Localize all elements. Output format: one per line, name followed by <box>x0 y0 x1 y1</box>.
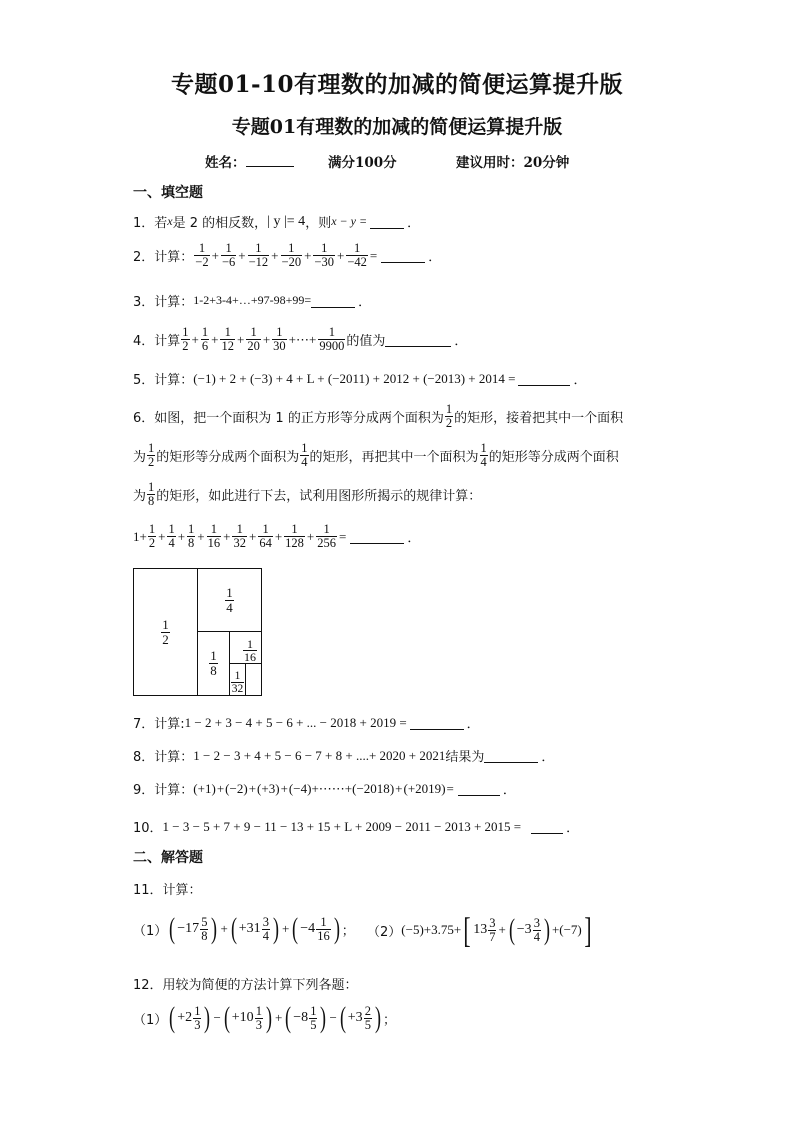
period: ． <box>502 783 516 798</box>
fraction: $\frac{1}{8}$ <box>148 480 155 508</box>
question-11-part-2: （2） (−5)+3.75+ [ 13 $\frac{3}{7}$ + ( −3 $\frac{3}{4}$ ) +(−7) ] <box>367 910 592 950</box>
q-number: 8． <box>133 750 155 765</box>
period: ． <box>573 373 587 388</box>
document-subtitle: 专题01有理数的加减的简便运算提升版 <box>231 116 563 138</box>
plus: + <box>271 247 279 263</box>
answer-blank[interactable] <box>385 332 451 347</box>
q-text: 的矩形，如此进行下去，试利用图形所揭示的规律计算： <box>156 489 482 504</box>
question-2 <box>133 242 441 269</box>
fraction: $\frac{1}{12}$ <box>221 325 234 353</box>
q-label: 计算： <box>154 783 194 798</box>
q-number: 7． <box>133 717 155 732</box>
q-label: 计算： <box>154 750 194 765</box>
fraction: $\frac{1}{20}$ <box>247 325 260 353</box>
fraction: $\frac{1}{8}$ <box>188 522 195 550</box>
q-number: 12． <box>133 978 163 993</box>
ellipsis: +⋯+ <box>288 331 317 347</box>
equals: = <box>339 528 347 544</box>
q-text: 的值为 <box>346 334 386 349</box>
score-label: 满分100分 <box>328 155 397 171</box>
name-field <box>205 151 294 171</box>
q-label: 用较为简便的方法计算下列各题： <box>162 978 358 993</box>
plus: + <box>223 528 231 544</box>
fraction: $\frac{1}{2}$ <box>148 441 155 469</box>
answer-blank[interactable] <box>484 748 538 763</box>
question-6-line-1 <box>133 403 623 430</box>
plus: + <box>238 247 246 263</box>
question-10 <box>133 817 579 836</box>
plus: + <box>177 528 186 544</box>
fraction: $\frac{1}{2}$ <box>148 522 156 550</box>
q-number: 1． <box>133 216 155 231</box>
answer-blank[interactable] <box>350 529 404 544</box>
question-11 <box>133 879 202 898</box>
period: ． <box>428 250 442 265</box>
sum-lead: 1+ <box>133 528 147 544</box>
q-text: 是 2 的相反数， <box>172 216 268 231</box>
answer-blank[interactable] <box>531 819 563 834</box>
q-number: 3． <box>133 295 155 310</box>
plus: + <box>262 331 271 347</box>
plus: + <box>191 331 199 347</box>
fraction: $\frac{1}{128}$ <box>285 522 304 550</box>
fraction: $\frac{1}{32}$ <box>233 522 246 550</box>
name-blank[interactable] <box>246 154 294 167</box>
question-6-line-3 <box>133 481 481 508</box>
q-text: 的矩形，接着把其中一个面积 <box>454 411 624 426</box>
plus: + <box>248 528 257 544</box>
abs-expr: | y |= 4 <box>267 213 306 229</box>
plus: + <box>211 331 219 347</box>
q-text: 如图，把一个面积为 1 的正方形等分成两个面积为 <box>154 411 444 426</box>
q-text: 为 <box>133 450 147 465</box>
question-12-part-1: （1） ( +2 $\frac{1}{3}$ ) − ( +10 $\frac{1}{3}$ ) + ( −8 $\frac{1}{5}$ ) − ( +3 $\frac{2}{5}$ ) ； <box>133 1001 396 1034</box>
plus: + <box>211 247 219 263</box>
math-expr: 1-2+3-4+…+97-98+99= <box>193 293 312 307</box>
math-expr: (−1) + 2 + (−3) + 4 + L + (−2011) + 2012 + (−2013) + 2014 = <box>193 370 516 386</box>
math-expr: (+1)+(−2)+(+3)+(−4)+⋯⋯+(−2018)+(+2019)= <box>193 780 454 796</box>
plus: + <box>158 528 166 544</box>
plus: + <box>236 331 245 347</box>
plus: + <box>274 528 283 544</box>
question-6-sum <box>133 523 420 550</box>
q-number: 2． <box>133 250 155 265</box>
question-1 <box>133 212 420 231</box>
var-x: x <box>167 214 173 228</box>
question-9 <box>133 779 516 798</box>
q-number: 6． <box>133 411 155 426</box>
answer-blank[interactable] <box>518 371 570 386</box>
section-solve: 二、解答题 <box>133 850 203 866</box>
plus: + <box>197 528 205 544</box>
fraction: $\frac{1}{4}$ <box>168 522 175 550</box>
square-partition-figure <box>133 568 262 696</box>
q-label: 计算： <box>154 373 194 388</box>
question-3 <box>133 291 371 310</box>
q-text: ，则 <box>305 216 332 231</box>
math-expr: x − y = <box>331 214 368 228</box>
q-number: 9． <box>133 783 155 798</box>
fraction: $\frac{1}{2}$ <box>445 402 453 430</box>
question-5 <box>133 369 586 388</box>
period: ． <box>407 531 421 546</box>
cell-thirty-second: $\frac{1}{32}$ <box>229 663 246 696</box>
cell-eighth: $\frac{1}{8}$ <box>197 631 230 696</box>
fraction: $\frac{1}{2}$ <box>182 325 189 353</box>
period: ． <box>358 295 372 310</box>
q-number: 11． <box>133 883 163 898</box>
fraction: $\frac{1}{9900}$ <box>319 325 345 353</box>
q-text: 的矩形，再把其中一个面积为 <box>309 450 479 465</box>
fraction: $\frac{1}{30}$ <box>273 325 286 353</box>
cell-half: $\frac{1}{2}$ <box>133 568 198 696</box>
question-7 <box>133 713 480 732</box>
math-expr: 1 − 2 − 3 + 4 + 5 − 6 − 7 + 8 + ....+ 2020 + 2021 <box>193 747 446 763</box>
math-expr: 1 − 3 − 5 + 7 + 9 − 11 − 13 + 15 + L + 2009 − 2011 − 2013 + 2015 = <box>162 818 522 834</box>
q-label: 计算 <box>154 334 181 349</box>
fraction: $\frac{1}{-2}$ <box>195 241 209 269</box>
period: ． <box>566 821 580 836</box>
q-label: 计算: <box>154 717 185 732</box>
fraction: $\frac{1}{256}$ <box>317 522 336 550</box>
cell-quarter: $\frac{1}{4}$ <box>197 568 262 632</box>
q-text: 的矩形等分成两个面积 <box>488 450 619 465</box>
document-title: 专题01-10有理数的加减的简便运算提升版 <box>170 71 624 98</box>
question-4 <box>133 326 467 353</box>
q-label: 计算： <box>154 295 194 310</box>
fraction: $\frac{1}{-42}$ <box>347 241 367 269</box>
period: ． <box>407 216 421 231</box>
fraction: $\frac{1}{-12}$ <box>248 241 269 269</box>
period: ． <box>541 750 555 765</box>
question-6-line-2 <box>133 442 619 469</box>
cell-remainder <box>245 663 262 696</box>
part-tag: （1） <box>133 923 168 939</box>
fraction: $\frac{1}{64}$ <box>259 522 272 550</box>
equals: = <box>369 247 378 263</box>
plus: + <box>336 247 345 263</box>
answer-blank[interactable] <box>381 248 425 263</box>
answer-blank[interactable] <box>370 214 404 229</box>
fraction: $\frac{1}{16}$ <box>207 522 221 550</box>
fraction: $\frac{1}{-6}$ <box>221 241 236 269</box>
fraction: $\frac{1}{-20}$ <box>281 241 302 269</box>
question-12 <box>133 974 358 993</box>
q-text: 为 <box>133 489 147 504</box>
fraction: $\frac{1}{4}$ <box>301 441 308 469</box>
q-text: 的矩形等分成两个面积为 <box>156 450 300 465</box>
part-tag: （2） <box>367 924 402 940</box>
section-fill-in-blank: 一、填空题 <box>133 185 203 201</box>
answer-blank[interactable] <box>311 293 355 308</box>
plus: + <box>306 528 315 544</box>
q-number: 5． <box>133 373 155 388</box>
q-label: 计算： <box>162 883 202 898</box>
question-8 <box>133 746 554 765</box>
fraction: $\frac{1}{-30}$ <box>314 241 334 269</box>
period: ． <box>466 717 480 732</box>
period: ． <box>454 334 468 349</box>
q-label: 计算： <box>154 250 194 265</box>
answer-blank[interactable] <box>458 781 500 796</box>
fraction: $\frac{1}{4}$ <box>480 441 487 469</box>
fraction: $\frac{1}{6}$ <box>201 325 209 353</box>
name-label: 姓名： <box>205 155 246 171</box>
part-tag: （1） <box>133 1012 168 1028</box>
q-text: 若 <box>154 216 168 231</box>
q-text: 结果为 <box>445 750 485 765</box>
q-number: 10． <box>133 821 163 836</box>
time-label: 建议用时：20分钟 <box>456 155 570 171</box>
answer-blank[interactable] <box>410 715 464 730</box>
math-expr: 1 − 2 + 3 − 4 + 5 − 6 + ... − 2018 + 2019 = <box>184 714 407 730</box>
cell-sixteenth: $\frac{1}{16}$ <box>229 631 262 664</box>
question-11-part-1: （1） ( −17 $\frac{5}{8}$ ) + ( +31 $\frac{3}{4}$ ) + ( −4 $\frac{1}{16}$ ) ； <box>133 912 355 945</box>
q-number: 4． <box>133 334 155 349</box>
plus: + <box>304 247 312 263</box>
